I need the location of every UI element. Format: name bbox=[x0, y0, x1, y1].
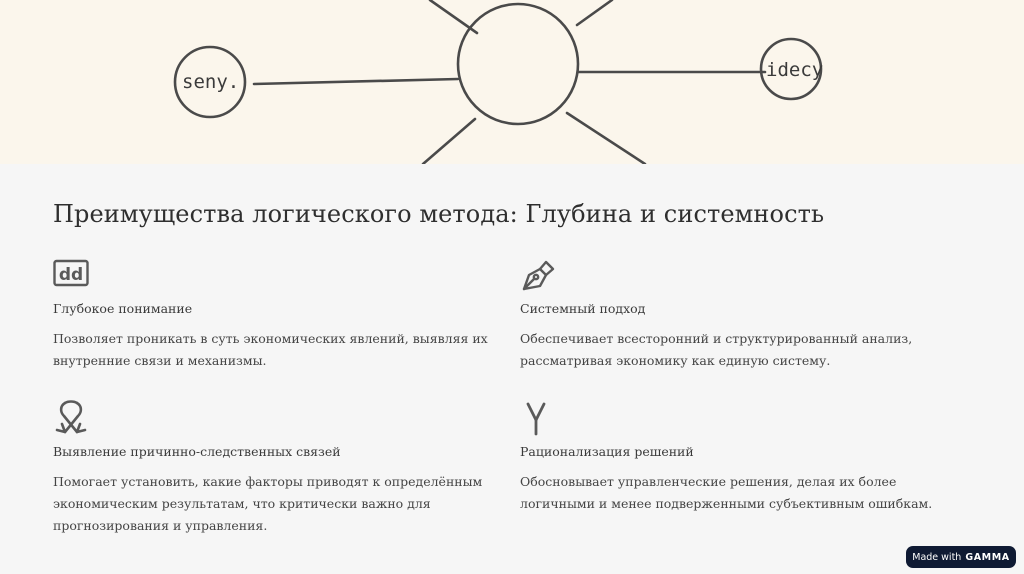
feature-label: Выявление причинно-следственных связей bbox=[53, 444, 341, 459]
connector-left bbox=[254, 79, 458, 84]
badge-prefix: Made with bbox=[912, 551, 962, 563]
page-title: Преимущества логического метода: Глубина и системность bbox=[53, 200, 825, 228]
hero-image bbox=[0, 0, 1024, 164]
feature-description: Позволяет проникать в суть экономических явлений, выявляя их внутренние связи и механизмы. bbox=[53, 331, 488, 368]
feature-label: Системный подход bbox=[520, 301, 646, 316]
feature-description: Помогает установить, какие факторы приводят к определённым экономическим результатам, что критически важно для прогнозирования и управления. bbox=[53, 474, 483, 533]
right-node-text: idecy bbox=[766, 59, 824, 81]
feature-card-system-approach bbox=[520, 257, 970, 372]
svg-text:dd: dd bbox=[58, 265, 84, 285]
dd-icon bbox=[53, 257, 89, 293]
connector-bottom-left bbox=[423, 119, 475, 164]
made-with-gamma-badge[interactable] bbox=[906, 546, 1016, 568]
left-node-text: seny. bbox=[182, 71, 240, 93]
feature-label: Рационализация решений bbox=[520, 444, 694, 459]
center-node bbox=[458, 4, 578, 124]
pen-nib-icon bbox=[520, 257, 556, 293]
feature-description: Обосновывает управленческие решения, делая их более логичными и менее подверженными субъективным ошибкам. bbox=[520, 474, 933, 511]
connector-top-right bbox=[577, 0, 612, 25]
ribbon-icon bbox=[53, 400, 89, 436]
feature-card-rational-decisions bbox=[520, 400, 970, 515]
mind-map-sketch bbox=[0, 0, 1024, 164]
connector-top-left bbox=[430, 0, 477, 33]
feature-card-deep-understanding bbox=[53, 257, 503, 372]
feature-description: Обеспечивает всесторонний и структурированный анализ, рассматривая экономику как единую систему. bbox=[520, 331, 913, 368]
badge-brand: GAMMA bbox=[965, 551, 1010, 563]
feature-label: Глубокое понимание bbox=[53, 301, 193, 316]
connector-bottom-right bbox=[567, 113, 645, 164]
feature-card-cause-effect bbox=[53, 400, 503, 537]
y-letter-icon bbox=[520, 400, 556, 436]
